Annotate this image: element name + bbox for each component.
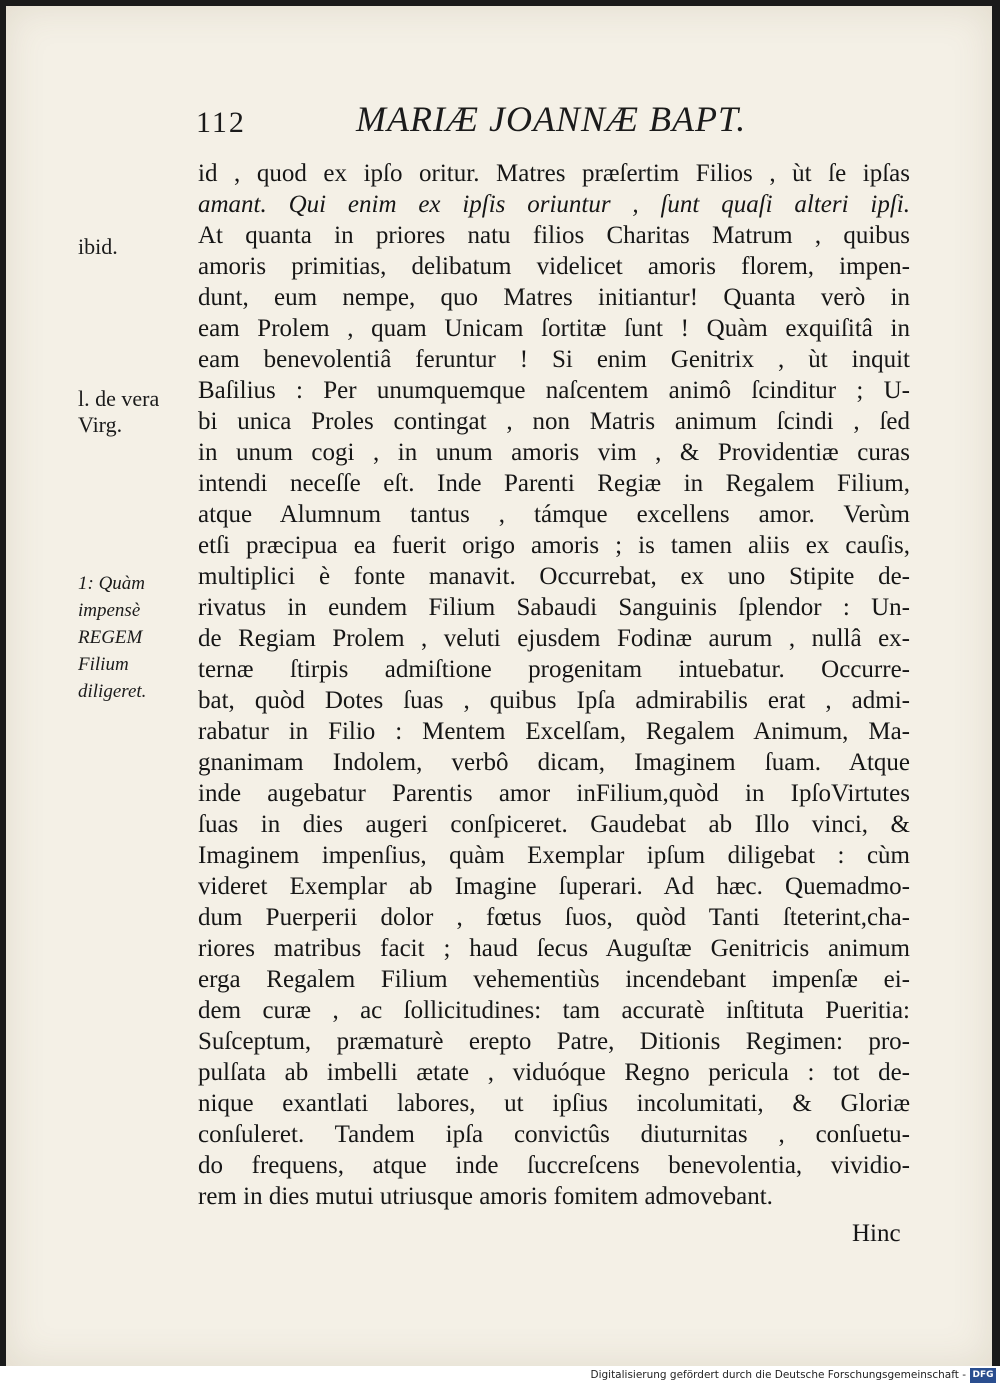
text-line: in unum cogi , in unum amoris vim , & Providentiæ curas (198, 439, 910, 466)
margin-note-ibid: ibid. (78, 234, 118, 259)
margin-notes (6, 6, 196, 1366)
page-number: 112 (196, 106, 246, 139)
text-line: At quanta in priores natu filios Charitas Matrum , quibus (198, 222, 910, 249)
text-line: conſuleret. Tandem ipſa convictûs diuturnitas , conſuetu- (198, 1121, 910, 1148)
text-line: erga Regalem Filium vehementiùs incendebant impenſæ ei- (198, 966, 910, 993)
text-line: bat, quòd Dotes ſuas , quibus Ipſa admirabilis erat , admi- (198, 687, 910, 714)
digitization-footer (0, 1366, 1000, 1386)
text-line: rivatus in eundem Filium Sabaudi Sanguinis ſplendor : Un- (198, 594, 910, 621)
text-line: id , quod ex ipſo oritur. Matres præſertim Filios , ùt ſe ipſas (198, 160, 910, 187)
text-line: dum Puerperii dolor , fœtus ſuos, quòd Tanti ſteterint,cha- (198, 904, 910, 931)
book-page (6, 6, 992, 1366)
text-line: Baſilius : Per unumquemque naſcentem animô ſcinditur ; U- (198, 377, 910, 404)
footer-credit: Digitalisierung gefördert durch die Deutsche Forschungsgemeinschaft - (590, 1369, 966, 1381)
main-text (198, 158, 910, 1212)
text-line: etſi præcipua ea fuerit origo amoris ; is tamen aliis ex cauſis, (198, 532, 910, 559)
text-line: dunt, eum nempe, quo Matres initiantur! Quanta verò in (198, 284, 910, 311)
text-line: Suſceptum, præmaturè erepto Patre, Ditionis Regimen: pro- (198, 1028, 910, 1055)
text-line: dem curæ , ac ſollicitudines: tam accuratè inſtituta Pueritia: (198, 997, 910, 1024)
text-line: atque Alumnum tantus , támque excellens amor. Verùm (198, 501, 910, 528)
text-line: gnanimam Indolem, verbô dicam, Imaginem ſuam. Atque (198, 749, 910, 776)
text-line: multiplici è fonte manavit. Occurrebat, ex uno Stipite de- (198, 563, 910, 590)
text-line: inde augebatur Parentis amor inFilium,quòd in IpſoVirtutes (198, 780, 910, 807)
text-line: pulſata ab imbelli ætate , viduóque Regno pericula : tot de- (198, 1059, 910, 1086)
catchword: Hinc (852, 1220, 901, 1247)
text-line: amoris primitias, delibatum videlicet amoris florem, impen- (198, 253, 910, 280)
text-line: ſuas in dies augeri conſpiceret. Gaudebat ab Illo vinci, & (198, 811, 910, 838)
text-line: amant. Qui enim ex ipſis oriuntur , ſunt quaſi alteri ipſi. (198, 191, 910, 218)
dfg-logo-icon: DFG (970, 1368, 996, 1383)
text-line: bi unica Proles contingat , non Matris animum ſcindi , ſed (198, 408, 910, 435)
margin-note-de-vera-virg: l. de vera Virg. (78, 386, 160, 437)
text-line: rem in dies mutui utriusque amoris fomitem admovebant. (198, 1183, 773, 1210)
text-line: ternæ ſtirpis admiſtione progenitam intuebatur. Occurre- (198, 656, 910, 683)
text-line: nique exantlati labores, ut ipſius incolumitati, & Gloriæ (198, 1090, 910, 1117)
text-line: videret Exemplar ab Imagine ſuperari. Ad hæc. Quemadmo- (198, 873, 910, 900)
text-line: riores matribus facit ; haud ſecus Auguſtæ Genitricis animum (198, 935, 910, 962)
text-line: eam Prolem , quam Unicam ſortitæ ſunt ! Quàm exquiſitâ in (198, 315, 910, 342)
running-title: MARIÆ JOANNÆ BAPT. (356, 99, 747, 139)
text-line: do frequens, atque inde ſuccreſcens benevolentia, vividio- (198, 1152, 910, 1179)
text-line: Imaginem impenſius, quàm Exemplar ipſum diligebat : cùm (198, 842, 910, 869)
text-line: eam benevolentiâ feruntur ! Si enim Genitrix , ùt inquit (198, 346, 910, 373)
text-line: de Regiam Prolem , veluti ejusdem Fodinæ aurum , nullâ ex- (198, 625, 910, 652)
margin-note-quam-impense: 1: Quàm impensè REGEM Filium diligeret. (78, 573, 147, 702)
text-line: intendi neceſſe eſt. Inde Parenti Regiæ in Regalem Filium, (198, 470, 910, 497)
text-line: rabatur in Filio : Mentem Excelſam, Regalem Animum, Ma- (198, 718, 910, 745)
